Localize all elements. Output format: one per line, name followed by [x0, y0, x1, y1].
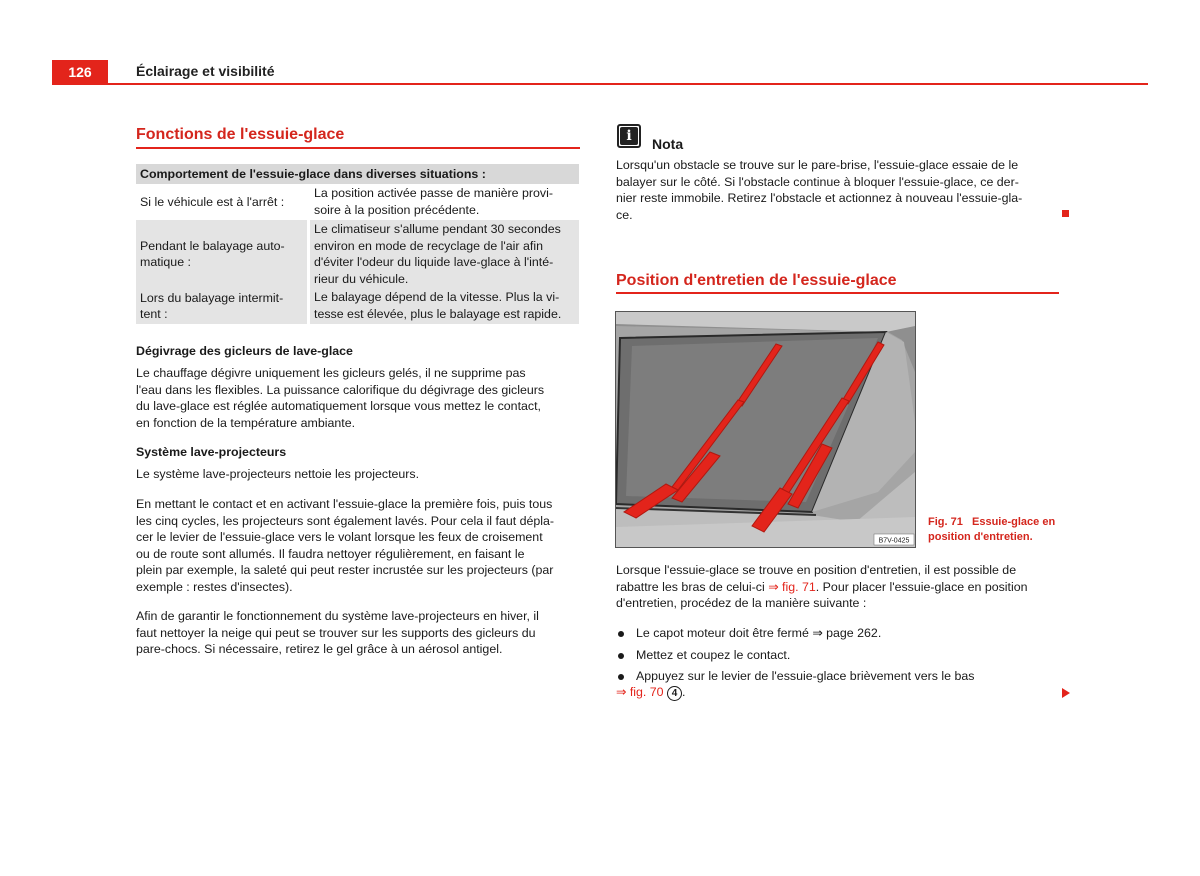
info-icon	[617, 124, 641, 148]
text-line: Lorsqu'un obstacle se trouve sur le pare-brise, l'essuie-glace essaie de le	[616, 158, 1019, 172]
situation-line: matique :	[140, 255, 191, 269]
paragraph-lave-projecteurs-2	[136, 496, 586, 595]
table-row	[136, 220, 579, 288]
table-row	[136, 184, 579, 220]
continue-arrow-icon	[1062, 688, 1070, 698]
figure-wiper-service-position	[615, 311, 916, 548]
heading-degivrage: Dégivrage des gicleurs de lave-glace	[136, 344, 353, 358]
situation-line: Lors du balayage intermit-	[140, 290, 284, 305]
behavior-line: Le balayage dépend de la vitesse. Plus la vi-	[314, 290, 560, 304]
info-icon-letter: i	[620, 127, 638, 145]
steps-list	[616, 625, 1066, 690]
list-item	[616, 668, 1066, 685]
situation-line: tent :	[140, 307, 168, 321]
figure-label: Fig. 71	[928, 516, 963, 528]
paragraph-degivrage	[136, 365, 586, 431]
situations-table	[136, 164, 579, 324]
figure-link[interactable]: ⇒ fig. 70	[616, 685, 664, 699]
text-span: Le capot moteur doit être fermé	[636, 626, 813, 640]
paragraph-lave-projecteurs-3	[136, 608, 586, 658]
text-line: nier reste immobile. Retirez l'obstacle et actionnez à nouveau l'essuie-gla-	[616, 191, 1023, 205]
paragraph-lave-projecteurs-1: Le système lave-projecteurs nettoie les projecteurs.	[136, 467, 420, 481]
behavior-line: d'éviter l'odeur du liquide lave-glace à l'inté-	[314, 255, 554, 269]
text-line: Lorsque l'essuie-glace se trouve en position d'entretien, il est possible de	[616, 563, 1017, 577]
behavior-line: tesse est élevée, plus le balayage est rapide.	[314, 306, 562, 321]
list-item	[616, 625, 1066, 642]
section-rule	[136, 147, 580, 149]
situation-cell	[136, 288, 309, 324]
figure-link[interactable]: ⇒ fig. 71	[768, 579, 816, 594]
text-line: Le chauffage dégivre uniquement les gicleurs gelés, il ne supprime pas	[136, 366, 526, 380]
situation-cell	[136, 220, 309, 288]
callout-number-icon: 4	[667, 686, 682, 701]
text-line: d'entretien, procédez de la manière suivante :	[616, 596, 867, 610]
nota-title: Nota	[652, 136, 684, 152]
text-line: du lave-glace est réglée automatiquement lorsque vous mettez le contact,	[136, 399, 541, 413]
nota-text	[616, 157, 1066, 223]
list-item	[616, 647, 1066, 664]
table-header-row	[136, 164, 579, 184]
text-line: ce.	[616, 207, 633, 222]
behavior-line: soire à la position précédente.	[314, 202, 480, 217]
text-line: en fonction de la température ambiante.	[136, 415, 356, 430]
behavior-line: La position activée passe de manière provi-	[314, 186, 553, 200]
text-span: .	[682, 685, 686, 699]
text-line: pare-chocs. Si nécessaire, retirez le gel grâce à un aérosol antigel.	[136, 642, 503, 656]
behavior-line: environ en mode de recyclage de l'air afin	[314, 238, 543, 253]
section-rule	[616, 292, 1059, 294]
behavior-cell	[309, 184, 580, 220]
figure-caption	[928, 515, 1055, 545]
text-span: . Pour placer l'essuie-glace en position	[815, 579, 1028, 594]
situation-line: Pendant le balayage auto-	[140, 238, 285, 253]
text-line: ou de route sont allumés. Il faudra nettoyer régulièrement, en faisant le	[136, 546, 525, 561]
page-reference[interactable]: ⇒ page 262.	[812, 626, 882, 640]
text-span: rabattre les bras de celui-ci	[616, 579, 769, 594]
behavior-cell	[309, 288, 580, 324]
text-line: En mettant le contact et en activant l'essuie-glace la première fois, puis tous	[136, 497, 553, 511]
step-3-continuation	[616, 684, 685, 701]
paragraph-intro	[616, 562, 1066, 612]
behavior-line: Le climatiseur s'allume pendant 30 secondes	[314, 222, 561, 236]
chapter-title: Éclairage et visibilité	[136, 63, 275, 79]
text-line: exemple : restes d'insectes).	[136, 579, 293, 594]
text-line: les cinq cycles, les projecteurs sont également lavés. Pour cela il faut dépla-	[136, 513, 555, 528]
caption-line: position d'entretien.	[928, 531, 1033, 543]
text-line: balayer sur le côté. Si l'obstacle continue à bloquer l'essuie-glace, ce der-	[616, 174, 1019, 189]
text-line: plein par exemple, la saleté qui peut rester incrustée sur les projecteurs (par	[136, 563, 554, 577]
text-span: Appuyez sur le levier de l'essuie-glace brièvement vers le bas	[636, 669, 975, 683]
section-title-position-entretien: Position d'entretien de l'essuie-glace	[616, 272, 897, 289]
table-row	[136, 288, 579, 324]
text-line: faut nettoyer la neige qui peut se trouver sur les supports des gicleurs du	[136, 625, 536, 640]
windshield-illustration	[616, 312, 915, 547]
behavior-line: rieur du véhicule.	[314, 271, 409, 286]
page-number: 126	[52, 60, 108, 84]
situation-line: Si le véhicule est à l'arrêt :	[140, 194, 285, 209]
table-header: Comportement de l'essuie-glace dans diverses situations :	[136, 164, 579, 184]
end-marker-icon	[1062, 210, 1069, 217]
text-line: l'eau dans les flexibles. La puissance calorifique du dégivrage des gicleurs	[136, 382, 545, 397]
figure-code: B7V-0425	[878, 537, 910, 545]
situation-cell	[136, 184, 309, 220]
text-line	[616, 579, 1066, 596]
header-rule	[52, 83, 1148, 85]
text-span: Mettez et coupez le contact.	[636, 647, 791, 662]
behavior-cell	[309, 220, 580, 288]
text-line: Afin de garantir le fonctionnement du système lave-projecteurs en hiver, il	[136, 609, 539, 623]
text-line: cer le levier de l'essuie-glace vers le volant lorsque les feux de croisement	[136, 530, 543, 544]
section-title-fonctions: Fonctions de l'essuie-glace	[136, 126, 345, 143]
caption-line: Essuie-glace en	[972, 516, 1056, 528]
heading-lave-projecteurs: Système lave-projecteurs	[136, 445, 287, 459]
